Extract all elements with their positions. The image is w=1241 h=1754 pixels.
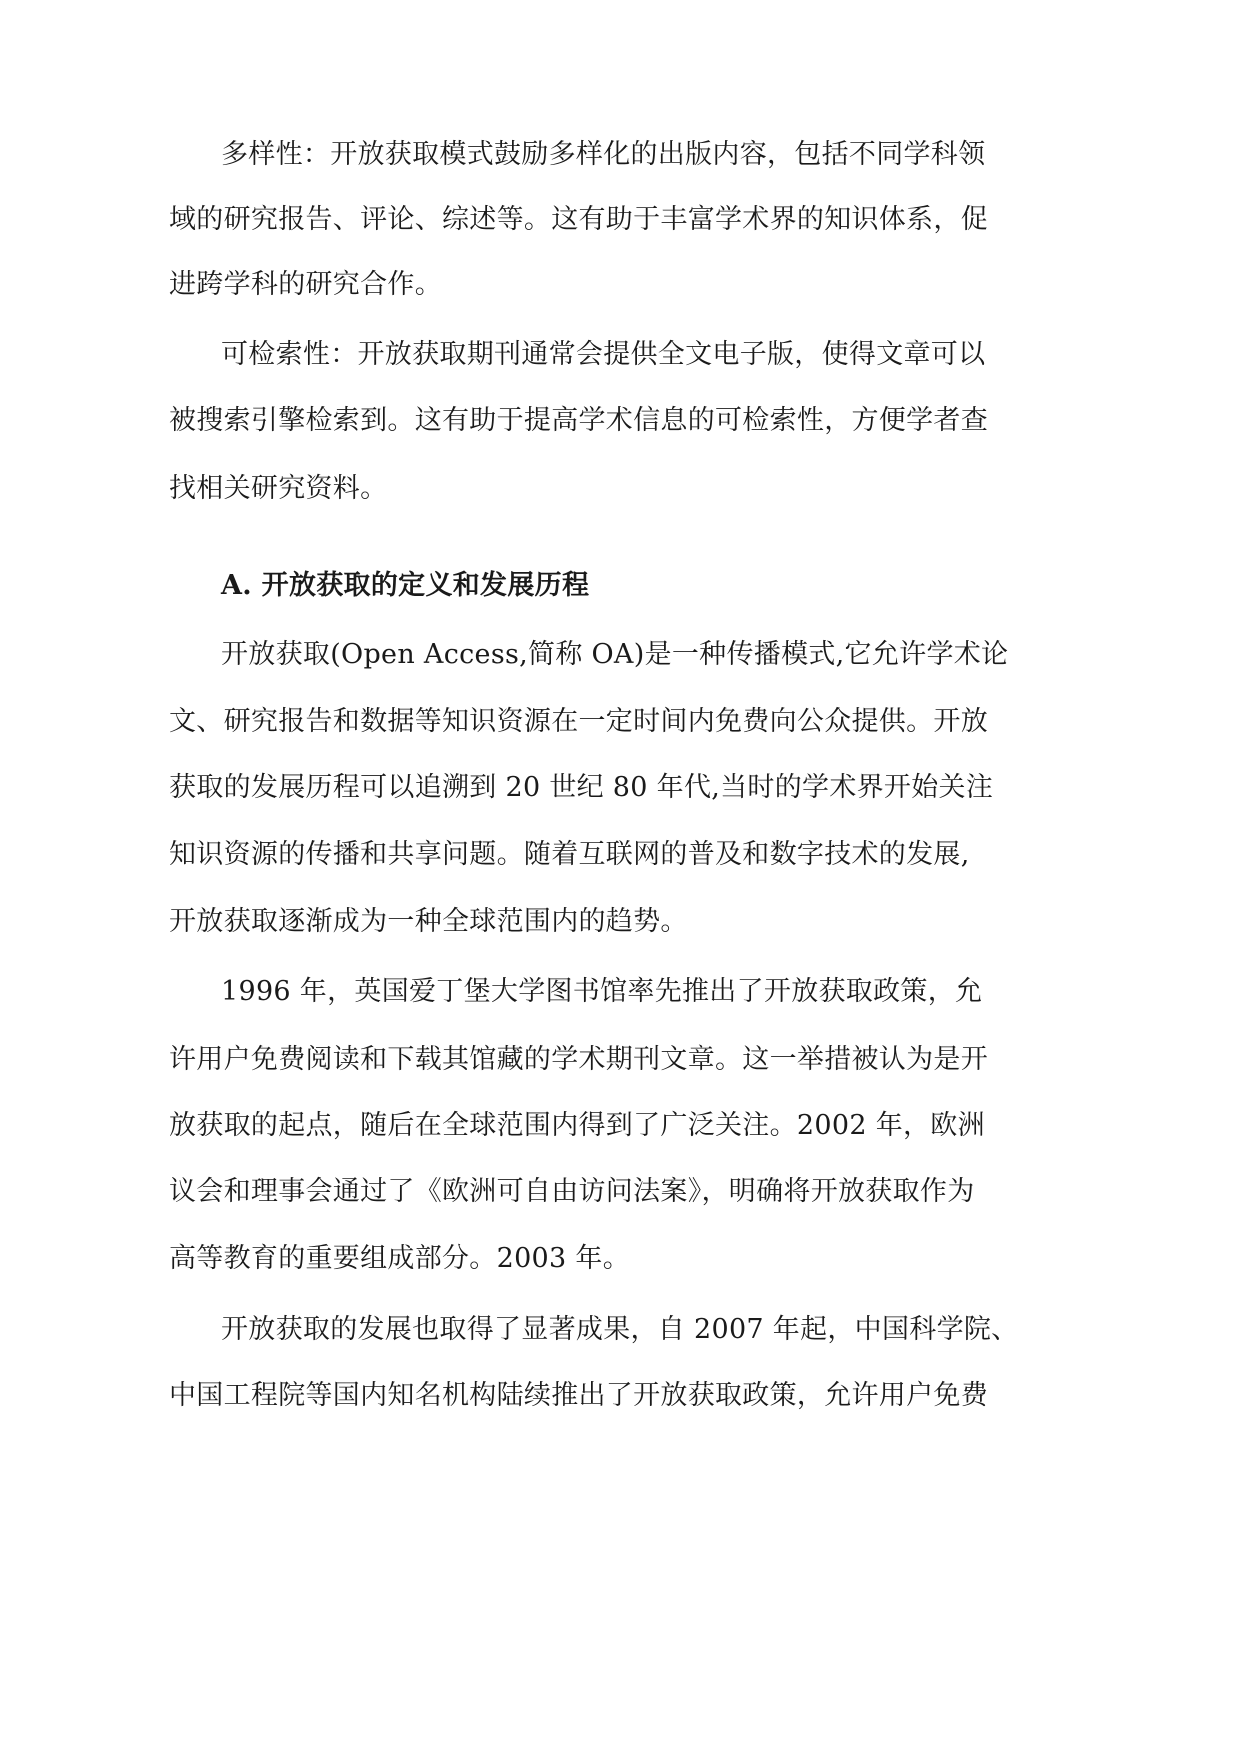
paragraph-line: 放获取的起点，随后在全球范围内得到了广泛关注。2002 年，欧洲 (169, 1110, 985, 1141)
paragraph-line: 开放获取(Open Access,简称 OA)是一种传播模式,它允许学术论 (221, 639, 1009, 670)
paragraph-line: 中国工程院等国内知名机构陆续推出了开放获取政策，允许用户免费 (169, 1380, 988, 1411)
paragraph-line: 多样性：开放获取模式鼓励多样化的出版内容，包括不同学科领 (221, 139, 986, 170)
section-heading: A. 开放获取的定义和发展历程 (221, 570, 590, 601)
paragraph-line: 开放获取的发展也取得了显著成果，自 2007 年起，中国科学院、 (221, 1314, 1019, 1345)
paragraph-line: 找相关研究资料。 (169, 473, 388, 504)
paragraph-line: 域的研究报告、评论、综述等。这有助于丰富学术界的知识体系，促 (169, 204, 988, 235)
paragraph-line: 议会和理事会通过了《欧洲可自由访问法案》，明确将开放获取作为 (169, 1176, 975, 1207)
paragraph-line: 开放获取逐渐成为一种全球范围内的趋势。 (169, 906, 688, 937)
paragraph-line: 被搜索引擎检索到。这有助于提高学术信息的可检索性，方便学者查 (169, 405, 988, 436)
paragraph-line: 获取的发展历程可以追溯到 20 世纪 80 年代,当时的学术界开始关注 (169, 772, 994, 803)
paragraph-line: 许用户免费阅读和下载其馆藏的学术期刊文章。这一举措被认为是开 (169, 1044, 988, 1075)
paragraph-line: 高等教育的重要组成部分。2003 年。 (169, 1243, 630, 1274)
paragraph-line: 可检索性：开放获取期刊通常会提供全文电子版，使得文章可以 (221, 339, 986, 370)
paragraph-line: 1996 年，英国爱丁堡大学图书馆率先推出了开放获取政策，允 (221, 976, 983, 1007)
paragraph-line: 文、研究报告和数据等知识资源在一定时间内免费向公众提供。开放 (169, 706, 988, 737)
paragraph-line: 进跨学科的研究合作。 (169, 269, 442, 300)
paragraph-line: 知识资源的传播和共享问题。随着互联网的普及和数字技术的发展, (169, 839, 970, 870)
